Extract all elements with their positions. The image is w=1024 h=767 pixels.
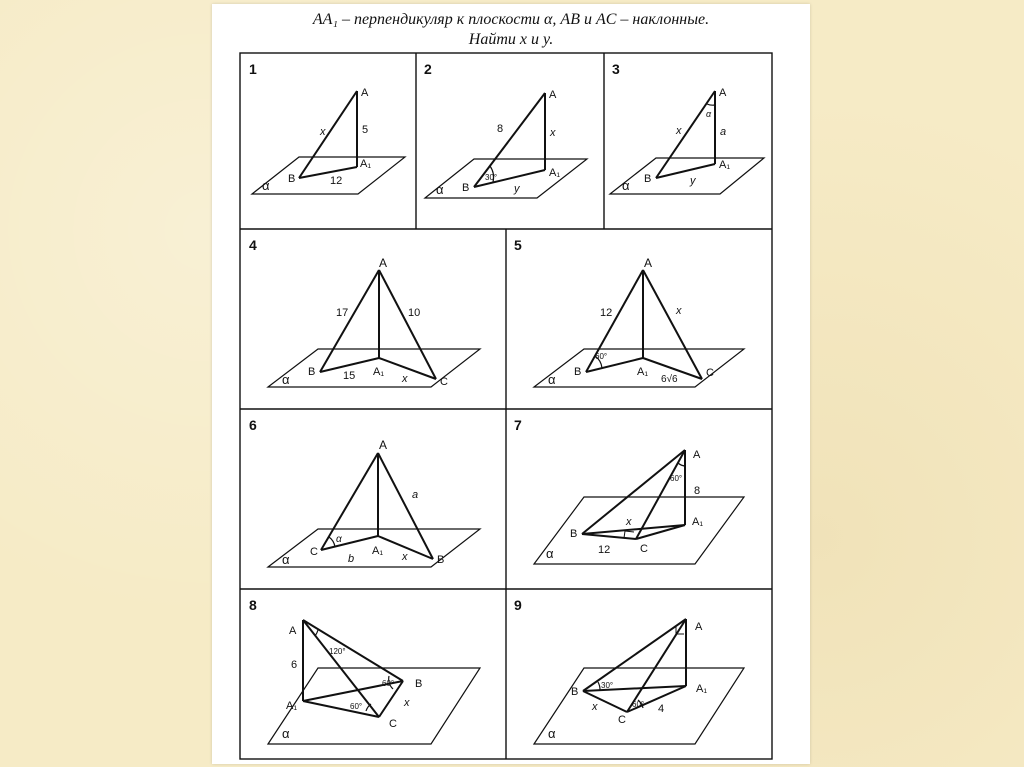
- label-A1: A₁: [692, 516, 704, 528]
- label-angle2: 60°: [632, 700, 645, 709]
- label-AA1: 6: [291, 659, 298, 671]
- label-BA1: y: [514, 183, 520, 195]
- label-B: B: [644, 173, 652, 185]
- worksheet: [212, 4, 810, 764]
- label-BA1: 15: [343, 370, 356, 382]
- label-C: C: [389, 718, 397, 730]
- problem-number: 5: [514, 237, 522, 253]
- label-angle1: 120°: [329, 647, 346, 656]
- label-A: A: [361, 87, 369, 99]
- label-AC: 10: [408, 307, 421, 319]
- problem-6: [249, 417, 480, 567]
- label-BA1: 12: [330, 175, 343, 187]
- label-A: A: [719, 87, 727, 99]
- label-A: A: [695, 621, 703, 633]
- problem-number: 9: [514, 597, 522, 613]
- label-AB: a: [412, 489, 419, 501]
- label-A: A: [379, 438, 388, 452]
- label-AA1: a: [720, 126, 727, 138]
- label-B: B: [574, 366, 582, 378]
- label-A1: A₁: [637, 366, 649, 378]
- plane-alpha: [610, 158, 764, 194]
- label-B: B: [462, 182, 470, 194]
- label-BC: x: [404, 697, 410, 709]
- label-AA1: 8: [694, 485, 701, 497]
- label-plane: α: [548, 372, 556, 387]
- label-angle: 30°: [485, 173, 498, 182]
- label-B: B: [415, 678, 423, 690]
- label-AB: 17: [336, 307, 349, 319]
- label-AA1: 5: [362, 124, 369, 136]
- label-C: C: [640, 543, 648, 555]
- label-A: A: [693, 449, 701, 461]
- label-angle: α: [336, 534, 342, 545]
- problem-5: [514, 237, 744, 387]
- label-plane: α: [262, 178, 270, 193]
- label-plane: α: [546, 546, 554, 561]
- label-AB: 8: [497, 123, 504, 135]
- plane-alpha: [268, 668, 480, 744]
- label-B: B: [308, 366, 316, 378]
- problem-number: 6: [249, 417, 257, 433]
- label-A1: A₁: [373, 366, 385, 378]
- label-angle: 60°: [670, 474, 683, 483]
- label-B: B: [570, 528, 578, 540]
- problems-grid: [212, 4, 810, 764]
- label-BC: 12: [598, 544, 611, 556]
- label-CA1: 4: [658, 703, 665, 715]
- label-angle3: 60°: [350, 702, 363, 711]
- label-A1: A₁: [719, 159, 731, 171]
- title-line-1: AA₁ – перпендикуляр к плоскости α, AB и AC – наклонные.: [312, 11, 710, 28]
- label-CA1: b: [348, 553, 355, 565]
- label-A: A: [289, 625, 297, 637]
- label-angle: 60°: [595, 352, 608, 361]
- label-plane: α: [436, 182, 444, 197]
- problem-9: [514, 597, 744, 744]
- label-AB: x: [320, 126, 326, 138]
- title-line-2: Найти x и y.: [468, 31, 554, 48]
- label-AA1: x: [550, 127, 556, 139]
- label-BC: x: [592, 701, 598, 713]
- label-plane: α: [548, 726, 556, 741]
- problem-2: [424, 61, 587, 198]
- label-A: A: [379, 256, 388, 270]
- problem-number: 7: [514, 417, 522, 433]
- problem-7: [514, 417, 744, 564]
- plane-alpha: [252, 157, 405, 194]
- label-A1C: x: [402, 373, 408, 385]
- problem-number: 1: [249, 61, 257, 77]
- label-AB: 12: [600, 307, 613, 319]
- label-C: C: [440, 376, 448, 388]
- label-B: B: [288, 173, 296, 185]
- label-angle1: 30°: [601, 681, 614, 690]
- problem-number: 8: [249, 597, 257, 613]
- label-A: A: [644, 256, 653, 270]
- label-B: B: [571, 686, 579, 698]
- problem-4: [249, 237, 480, 388]
- label-A1B: x: [402, 551, 408, 563]
- label-A: A: [549, 89, 557, 101]
- problem-number: 3: [612, 61, 620, 77]
- problem-8: [249, 597, 480, 744]
- label-x: x: [626, 516, 632, 528]
- label-plane: α: [622, 178, 630, 193]
- label-angle2: 60°: [382, 679, 395, 688]
- label-C: C: [618, 714, 626, 726]
- label-plane: α: [282, 726, 290, 741]
- problem-number: 4: [249, 237, 257, 253]
- label-A1C: 6√6: [661, 374, 678, 385]
- plane-alpha: [534, 497, 744, 564]
- label-A1: A₁: [286, 700, 298, 712]
- label-B: B: [437, 554, 445, 566]
- label-plane: α: [282, 372, 290, 387]
- problem-3: [610, 61, 764, 194]
- label-A1: A₁: [360, 158, 372, 170]
- label-AC: x: [676, 305, 682, 317]
- problem-1: [249, 61, 405, 194]
- label-A1: A₁: [372, 545, 384, 557]
- label-angle: α: [706, 109, 712, 119]
- label-C: C: [706, 367, 714, 379]
- label-AB: x: [676, 125, 682, 137]
- label-plane: α: [282, 552, 290, 567]
- problem-number: 2: [424, 61, 432, 77]
- label-A1: A₁: [696, 683, 708, 695]
- label-BA1: y: [690, 175, 696, 187]
- label-C: C: [310, 546, 318, 558]
- label-A1: A₁: [549, 167, 561, 179]
